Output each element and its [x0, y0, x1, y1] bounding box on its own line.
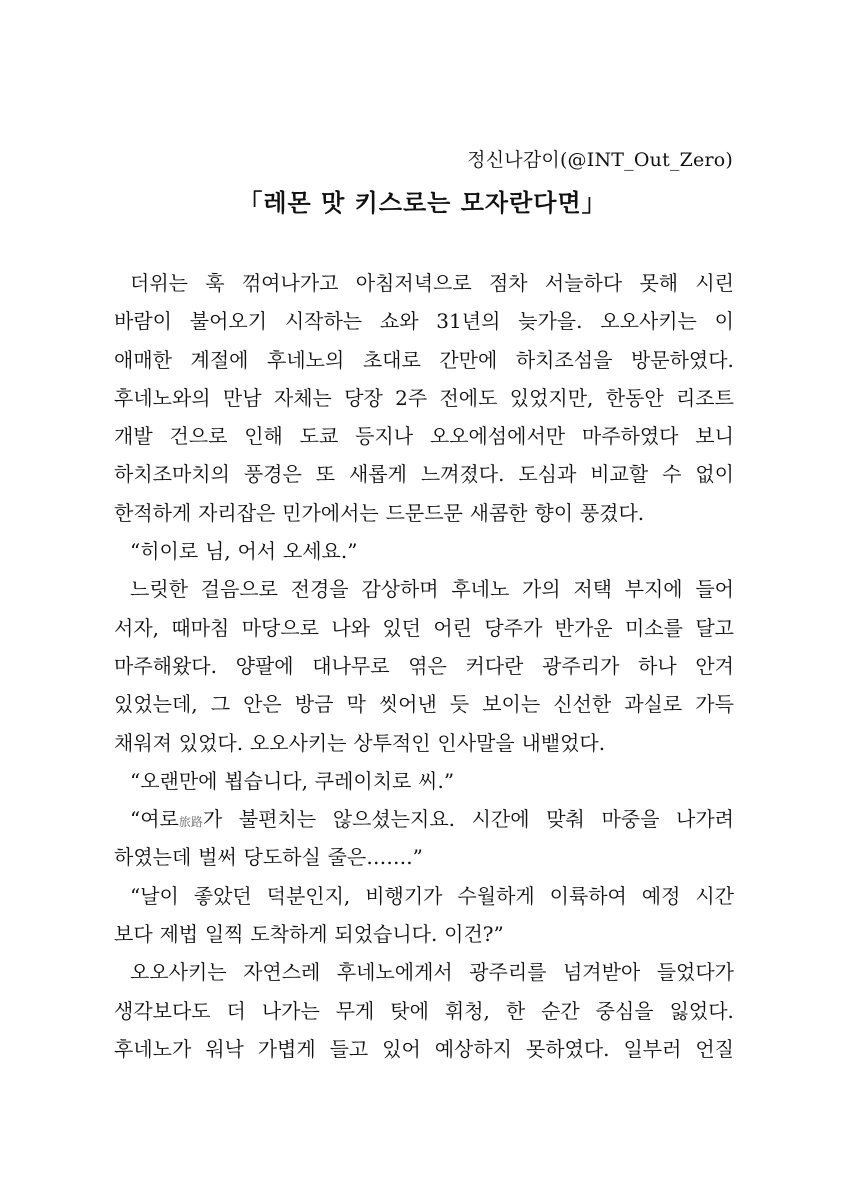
word: 이륙하여 — [549, 883, 627, 908]
story-title: 「레몬 맛 키스로는 모자란다면」 — [238, 188, 607, 217]
text-line — [114, 455, 734, 493]
word: 가볍게 — [257, 1036, 316, 1061]
word: 31년의 — [436, 309, 501, 334]
word: 민가에서는 — [282, 500, 379, 525]
word — [114, 800, 222, 838]
word: 당장 — [344, 385, 383, 410]
word: 이 — [714, 309, 734, 334]
word: 엮은 — [408, 653, 447, 678]
word: 인사말을 — [437, 730, 515, 755]
word: 예정 — [641, 883, 681, 908]
word: 커다란 — [465, 653, 524, 678]
word: 탓에 — [390, 998, 429, 1023]
text-line — [114, 838, 734, 876]
word: 도쿄 — [299, 424, 339, 449]
word: 잃었다. — [669, 998, 734, 1023]
text-line — [114, 647, 734, 685]
word: 일찍 — [204, 922, 244, 947]
word: 때마침 — [171, 615, 230, 640]
word: 풍겼다. — [579, 500, 645, 525]
word: “날이 — [130, 883, 179, 908]
word: 미소를 — [624, 615, 683, 640]
word: 않으셨는지요. — [332, 807, 455, 832]
word: 감상하며 — [361, 577, 439, 602]
word: 오세요.” — [282, 539, 358, 564]
word: 들어 — [695, 577, 734, 602]
word: 들고 — [329, 1036, 369, 1061]
word: 보이는 — [482, 692, 541, 717]
word: 드문드문 — [385, 500, 463, 525]
word: 내뱉었다. — [521, 730, 606, 755]
word: 시간에 — [471, 807, 530, 832]
word: 인해 — [244, 424, 283, 449]
word: 맞춰 — [546, 807, 585, 832]
word: 하치조섬을 — [515, 347, 613, 372]
word: 뵙습니다, — [224, 768, 308, 793]
word: 늦가을. — [518, 309, 583, 334]
word: “오랜만에 — [130, 768, 218, 793]
word: 수월하게 — [457, 883, 535, 908]
ruby-annotation: 旅路 — [178, 815, 203, 830]
word: 계절에 — [190, 347, 249, 372]
word: 덕분인지, — [266, 883, 351, 908]
word: 마당으로 — [241, 615, 319, 640]
word: 반가운 — [554, 615, 613, 640]
word: 새롭게 — [348, 462, 407, 487]
word: 채워져 — [114, 730, 172, 755]
text-line — [114, 609, 734, 647]
word: 줄은…….” — [327, 845, 423, 870]
word: 부지에 — [624, 577, 683, 602]
text-line — [114, 570, 734, 608]
word: 더 — [226, 998, 246, 1023]
word: 수 — [662, 462, 682, 487]
text-line — [114, 992, 734, 1030]
word: 바람이 — [114, 309, 172, 334]
word: 들었다가 — [656, 960, 734, 985]
author-credit: 정신나감이(@INT_Out_Zero) — [467, 149, 733, 171]
word: 나가는 — [261, 998, 320, 1023]
word: 등지나 — [355, 424, 414, 449]
word: 불어오기 — [189, 309, 268, 334]
text-line — [114, 379, 734, 417]
word: 안은 — [243, 692, 282, 717]
text-line — [114, 532, 734, 570]
word: 어서 — [237, 539, 277, 564]
word: 못하였다. — [525, 1036, 610, 1061]
word: 한 — [505, 998, 526, 1023]
word: 자리잡은 — [198, 500, 276, 525]
word: 있었지만, — [509, 385, 594, 410]
word: 어린 — [433, 615, 472, 640]
word: 있었는데, — [114, 692, 198, 717]
word: 초대로 — [362, 347, 421, 372]
word: 워낙 — [205, 1036, 244, 1061]
word: 상투적인 — [353, 730, 431, 755]
word: 자체는 — [273, 385, 332, 410]
word: 후네노 — [451, 577, 510, 602]
word: 서자, — [114, 615, 159, 640]
word: 언질 — [695, 1036, 734, 1061]
word: 달고 — [695, 615, 734, 640]
word: 한동안 — [605, 385, 664, 410]
word: 벌써 — [198, 845, 237, 870]
word: “히이로 — [130, 539, 199, 564]
word: 비교할 — [590, 462, 649, 487]
word: 하치조마치의 — [114, 462, 230, 487]
word: 씨.” — [418, 768, 455, 793]
word: 마주해왔다. — [114, 653, 217, 678]
word: 나가려 — [676, 807, 734, 832]
word: 후네노와의 — [114, 385, 211, 410]
word: 또 — [315, 462, 336, 487]
word: 좋았던 — [193, 883, 252, 908]
word: 시간 — [695, 883, 734, 908]
word: 오오에섬에서만 — [429, 424, 566, 449]
word: 방금 — [294, 692, 334, 717]
word: 광주리가 — [542, 653, 620, 678]
word: 쇼와 — [379, 309, 419, 334]
word: 꺾여나가고 — [241, 271, 339, 295]
word: 이건?” — [444, 922, 504, 947]
word: 듯 — [449, 692, 470, 717]
word: 방문하였다. — [630, 347, 734, 372]
word: 일부러 — [623, 1036, 682, 1061]
text-line — [114, 724, 734, 762]
word: 향이 — [534, 500, 574, 525]
word: 2주 — [395, 385, 428, 410]
text-line — [114, 417, 734, 455]
word: 점차 — [488, 271, 528, 295]
word: 순간 — [541, 998, 580, 1023]
word: 후네노가 — [114, 1036, 192, 1061]
word: 생각보다도 — [114, 998, 211, 1023]
word: 과실로 — [624, 692, 683, 717]
word-tail: 가 — [202, 807, 223, 832]
word: 가득 — [695, 692, 734, 717]
word: 느릿한 — [130, 577, 188, 602]
text-line — [114, 302, 734, 340]
word: 양팔에 — [235, 653, 294, 678]
word: 못해 — [639, 271, 679, 295]
word: 시린 — [695, 271, 734, 295]
word: 휘청, — [444, 998, 490, 1023]
word: 만남 — [222, 385, 262, 410]
word: 오오사키는 — [600, 309, 697, 334]
word: 오오사키는 — [249, 730, 347, 755]
word: 하나 — [638, 653, 677, 678]
word: 비행기가 — [365, 883, 443, 908]
word: 불편치는 — [238, 807, 317, 832]
word: 되었습니다. — [334, 922, 438, 947]
word: 건으로 — [169, 424, 228, 449]
word: 신선한 — [553, 692, 612, 717]
word: 광주리를 — [469, 960, 547, 985]
word: 무게 — [335, 998, 375, 1023]
text-line — [114, 1030, 734, 1068]
word: 도착하게 — [250, 922, 328, 947]
word: 없이 — [695, 462, 734, 487]
word: 있어 — [382, 1036, 421, 1061]
word: 개발 — [114, 424, 153, 449]
text-line — [114, 915, 734, 953]
word: 있었다. — [178, 730, 244, 755]
word: 한적하게 — [114, 500, 192, 525]
text-line — [114, 341, 734, 379]
word: 후네노의 — [267, 347, 345, 372]
word: 더위는 — [130, 271, 188, 295]
word: 서늘하다 — [544, 271, 623, 295]
text-line — [114, 800, 734, 838]
ruby-base: “여로 — [130, 807, 179, 832]
word: 아침저녁으로 — [355, 271, 472, 295]
text-line — [114, 264, 734, 302]
word: 자연스레 — [243, 960, 321, 985]
word: 가의 — [521, 577, 561, 602]
word: 씻어낸 — [378, 692, 437, 717]
word: 새콤한 — [469, 500, 528, 525]
text-line — [114, 494, 734, 532]
word: 훅 — [205, 271, 225, 295]
word: 예상하지 — [434, 1036, 512, 1061]
word: 저택 — [573, 577, 612, 602]
word: 보니 — [695, 424, 734, 449]
story-body — [114, 264, 734, 1068]
word: 중심을 — [595, 998, 654, 1023]
word: 제법 — [159, 922, 199, 947]
word: 풍경은 — [243, 462, 302, 487]
text-line — [114, 762, 734, 800]
text-line — [114, 877, 734, 915]
word: 하였는데 — [114, 845, 192, 870]
word: 오오사키는 — [130, 960, 227, 985]
word: 리조트 — [675, 385, 734, 410]
word: 전에도 — [439, 385, 498, 410]
word: 시작하는 — [284, 309, 363, 334]
word: 후네노에게서 — [336, 960, 453, 985]
word: 느껴졌다. — [420, 462, 505, 487]
word: 막 — [346, 692, 366, 717]
word: 대나무로 — [312, 653, 390, 678]
word: 도심과 — [518, 462, 577, 487]
word: 간만에 — [439, 347, 498, 372]
word: 쿠레이치로 — [314, 768, 412, 793]
word: 있던 — [382, 615, 421, 640]
word: 마중을 — [601, 807, 660, 832]
word: 나와 — [331, 615, 370, 640]
word: 당도하실 — [243, 845, 321, 870]
word: 전경을 — [290, 577, 349, 602]
word: 안겨 — [695, 653, 734, 678]
word: 마주하였다 — [581, 424, 679, 449]
text-line — [114, 685, 734, 723]
word: 님, — [204, 539, 231, 564]
text-line — [114, 953, 734, 991]
word: 보다 — [114, 922, 153, 947]
word: 그 — [210, 692, 231, 717]
word: 애매한 — [114, 347, 172, 372]
word: 당주가 — [484, 615, 543, 640]
word: 걸음으로 — [200, 577, 278, 602]
word: 넘겨받아 — [562, 960, 641, 985]
